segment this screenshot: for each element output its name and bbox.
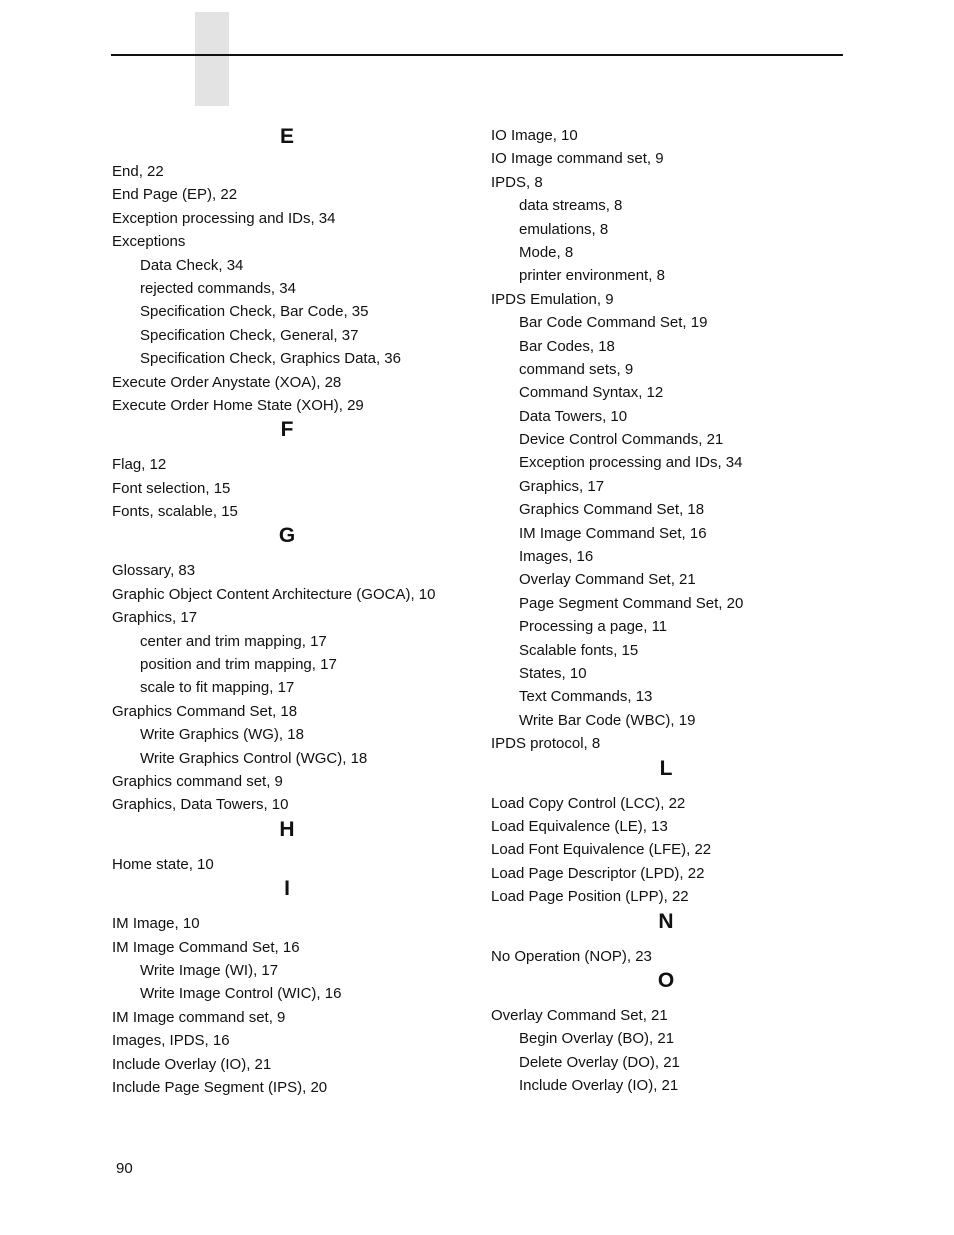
header-tab-block (195, 12, 229, 106)
index-entry: Font selection, 15 (112, 479, 231, 497)
index-entry: Graphics command set, 9 (112, 772, 283, 790)
index-entry: IM Image command set, 9 (112, 1008, 286, 1026)
index-entry: Graphics, 17 (112, 609, 198, 627)
index-entry: Graphics, Data Towers, 10 (112, 796, 289, 814)
index-letter-heading: G (278, 524, 296, 548)
index-entry: Include Page Segment (IPS), 20 (112, 1078, 328, 1096)
index-entry: Home state, 10 (112, 855, 214, 873)
index-entry: IM Image, 10 (112, 915, 200, 933)
index-entry: IO Image, 10 (491, 127, 578, 144)
index-subentry: Images, 16 (519, 548, 594, 566)
index-subentry: Data Check, 34 (140, 256, 244, 274)
index-subentry: Overlay Command Set, 21 (519, 571, 696, 589)
index-subentry: Specification Check, Graphics Data, 36 (140, 350, 401, 368)
index-entry: Glossary, 83 (112, 562, 196, 580)
index-letter-heading: I (284, 877, 290, 901)
index-subentry: Scalable fonts, 15 (519, 641, 639, 659)
index-letter-heading: H (279, 817, 295, 841)
index-subentry: Bar Code Command Set, 19 (519, 314, 708, 332)
index-subentry: data streams, 8 (519, 197, 623, 215)
index-subentry: Data Towers, 10 (519, 407, 628, 425)
index-subentry: Device Control Commands, 21 (519, 431, 724, 449)
index-entry: Flag, 12 (112, 456, 167, 474)
index-entry: Graphics Command Set, 18 (112, 702, 298, 720)
index-subentry: Specification Check, Bar Code, 35 (140, 303, 369, 321)
index-subentry: Write Graphics Control (WGC), 18 (140, 749, 368, 767)
index-subentry: command sets, 9 (519, 360, 634, 378)
index-entry: End Page (EP), 22 (112, 186, 238, 204)
index-entry: Exception processing and IDs, 34 (112, 209, 336, 227)
index-subentry: scale to fit mapping, 17 (140, 679, 295, 697)
index-subentry: emulations, 8 (519, 220, 609, 238)
index-subentry: States, 10 (519, 664, 587, 682)
index-subentry: Write Bar Code (WBC), 19 (519, 711, 696, 729)
index-letter-heading: L (659, 756, 673, 780)
index-subentry: Write Graphics (WG), 18 (140, 726, 304, 744)
index-subentry: rejected commands, 34 (140, 279, 296, 297)
index-subentry: IM Image Command Set, 16 (519, 524, 707, 542)
index-entry: IO Image command set, 9 (491, 150, 664, 168)
index-subentry: Graphics Command Set, 18 (519, 501, 705, 519)
index-letter-heading: F (280, 418, 294, 442)
index-subentry: Write Image (WI), 17 (140, 961, 279, 979)
index-entry: Execute Order Home State (XOH), 29 (112, 396, 364, 414)
index-letter-heading: E (279, 125, 294, 148)
index-subentry: Specification Check, General, 37 (140, 326, 359, 344)
index-subentry: Write Image Control (WIC), 16 (140, 985, 342, 1003)
index-entry: IPDS Emulation, 9 (491, 290, 614, 308)
index-entry: Load Page Position (LPP), 22 (491, 888, 689, 906)
index-subentry: Mode, 8 (519, 243, 574, 261)
index-entry: Load Equivalence (LE), 13 (491, 817, 668, 835)
index-subentry: position and trim mapping, 17 (140, 656, 337, 674)
index-entry: IPDS, 8 (491, 173, 543, 191)
index-entry: Load Font Equivalence (LFE), 22 (491, 841, 712, 859)
index-column-left (112, 124, 472, 1099)
index-subentry: Include Overlay (IO), 21 (519, 1077, 679, 1095)
index-entry: Overlay Command Set, 21 (491, 1006, 668, 1024)
index-subentry: Page Segment Command Set, 20 (519, 594, 744, 612)
index-subentry: Processing a page, 11 (519, 618, 668, 636)
index-subentry: Exception processing and IDs, 34 (519, 454, 743, 472)
index-subentry: printer environment, 8 (519, 267, 665, 285)
index-subentry: Delete Overlay (DO), 21 (519, 1053, 680, 1071)
index-subentry: Command Syntax, 12 (519, 384, 664, 402)
index-entry: Load Page Descriptor (LPD), 22 (491, 864, 705, 882)
page-number: 90 (116, 1160, 133, 1177)
index-subentry: Graphics, 17 (519, 477, 605, 495)
index-entry: Exceptions (112, 233, 186, 251)
index-entry: Load Copy Control (LCC), 22 (491, 794, 686, 812)
index-subentry: center and trim mapping, 17 (140, 632, 327, 650)
index-entry: IPDS protocol, 8 (491, 735, 601, 753)
index-letter-heading: N (658, 909, 674, 933)
index-entry: End, 22 (112, 163, 164, 180)
index-entry: Execute Order Anystate (XOA), 28 (112, 373, 342, 391)
index-entry: Include Overlay (IO), 21 (112, 1055, 272, 1073)
index-letter-heading: O (657, 968, 675, 992)
index-subentry: Begin Overlay (BO), 21 (519, 1030, 675, 1048)
index-entry: Images, IPDS, 16 (112, 1032, 230, 1050)
index-entry: Graphic Object Content Architecture (GOCA), 10 (112, 585, 436, 603)
index-entry: No Operation (NOP), 23 (491, 947, 652, 965)
header-rule (111, 54, 843, 56)
index-subentry: Bar Codes, 18 (519, 337, 615, 355)
index-subentry: Text Commands, 13 (519, 688, 653, 706)
index-column-right (491, 124, 851, 1097)
index-entry: IM Image Command Set, 16 (112, 938, 300, 956)
index-entry: Fonts, scalable, 15 (112, 503, 238, 521)
